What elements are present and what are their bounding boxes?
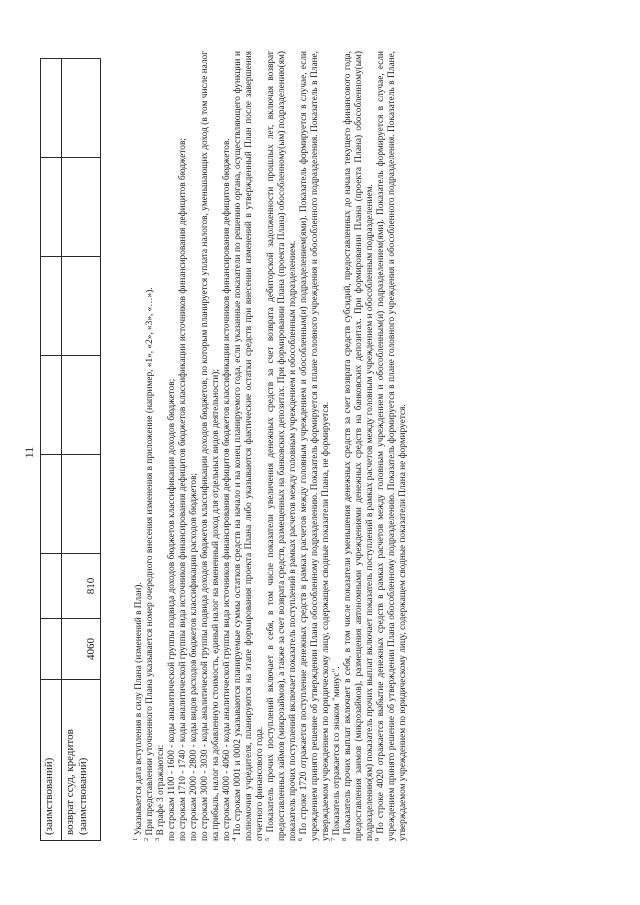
footnote bbox=[230, 51, 266, 841]
footnote-text: При представлении уточненного Плана указывается номер очередного внесения изменения в приложение (например, «1», «2», «3», «…»). bbox=[145, 287, 155, 836]
table-cell bbox=[62, 257, 101, 356]
footnote-text: Указывается дата вступления в силу Плана (изменений в План). bbox=[134, 582, 144, 836]
footnote-mark: 5 bbox=[263, 837, 271, 841]
footnote-text: В графе 3 отражаются: bbox=[156, 744, 166, 836]
row-label: (заимствований) bbox=[41, 680, 62, 841]
footnote-mark: 3 bbox=[153, 837, 161, 841]
table-cell bbox=[62, 356, 101, 455]
footnote-text: по строкам 1710 - 1740 - коды аналитической группы вида источников финансирования дефицитов бюджетов классификации источников финансирования дефицитов бюджетов; bbox=[178, 138, 188, 841]
footnote bbox=[222, 51, 233, 841]
footnote-text: По строкам 0001 и 0002 указываются планируемые суммы остатков средств на начало и на конец планируемого года, если указанные показатели по решению органа, осуществляющего функции и полномочия учредителя, планируются на этапе формирования проекта Плана либо указываются фактические остатки средств при внесении изменений в утвержденный План после завершения отчетного финансового года. bbox=[233, 51, 265, 841]
footnote-mark: 1 bbox=[131, 837, 139, 841]
table-cell bbox=[62, 158, 101, 257]
row-code bbox=[41, 619, 62, 680]
table-row bbox=[41, 59, 62, 841]
plan-table-fragment bbox=[40, 58, 101, 841]
footnote bbox=[296, 51, 332, 841]
footnote bbox=[263, 51, 299, 841]
table-cell bbox=[41, 158, 62, 257]
footnote-mark: 6 bbox=[296, 837, 304, 841]
footnote-text: Показатель прочих выплат включает в себя, в том числе показатели уменьшения денежных средств за счет возврата средств субсидий, предоставленных до начала текущего финансового года, предоставления заимов (микрозаймов), размещения автономными учреждениями денежных средств на банковских депозитах. При формировании Плана (проекта Плана) обособленному(ым) подразделению(ям) показатель прочих выплат включает показатель поступлений в рамках расчетов между головным учреждением и обособленным подразделением. bbox=[343, 51, 375, 841]
footnote bbox=[200, 51, 222, 841]
footnote bbox=[131, 51, 145, 841]
row-col3 bbox=[41, 554, 62, 619]
footnote-text: по строкам 3000 - 3030 - коды аналитической группы подвида доходов бюджетов классификации доходов бюджетов, по которым планируется уплата налогов, уменьшающих доход (в том числе налог на прибыль, налог на добавленную стоимость, единый налог на вмененный доход для отдельных видов деятельности); bbox=[200, 51, 221, 841]
footnote-text: По строке 4020 отражается выбытие денежных средств в рамках расчетов между головным учреждением и обособленным(и) подразделением(ями). Показатель формируется в случае, если учреждением принято решение об утверждении Плана обособленному подразделению. Показатель формируется в плане головного учреждения и обособленного подразделения. Показатель в Плане, утверждаемом учреждением по юридическому лицу, содержащем сводные показатели Плана не формируется. bbox=[376, 51, 408, 841]
footnote-mark: 2 bbox=[142, 837, 150, 841]
footnote-text: по строкам 4000 - 4060 - коды аналитической группы вида источников финансирования дефицитов бюджетов классификации источников финансирования дефицитов бюджетов. bbox=[222, 138, 232, 841]
row-code: 4060 bbox=[62, 619, 101, 680]
footnotes bbox=[131, 51, 409, 841]
footnote bbox=[167, 51, 178, 841]
footnote-mark: 7 bbox=[329, 837, 337, 841]
page-number: 11 bbox=[22, 446, 36, 459]
footnote-mark: 4 bbox=[230, 837, 238, 841]
table-cell bbox=[41, 455, 62, 554]
table-cell bbox=[41, 356, 62, 455]
footnote bbox=[142, 51, 156, 841]
footnote bbox=[178, 51, 189, 841]
footnote-text: по строкам 1100 - 1600 - коды аналитической группы подвида доходов бюджетов классификации доходов бюджетов; bbox=[167, 378, 177, 841]
footnote bbox=[373, 51, 409, 841]
table-cell bbox=[62, 455, 101, 554]
footnote bbox=[329, 51, 343, 841]
table-row bbox=[62, 59, 101, 841]
row-label: возврат ссуд, кредитов (заимствований) bbox=[62, 680, 101, 841]
footnote bbox=[340, 51, 376, 841]
table-cell bbox=[41, 59, 62, 158]
footnote-text: Показатель отражается со знаком "минус". bbox=[332, 666, 342, 836]
footnote-text: Показатель прочих поступлений включает в себя, в том числе показатели увеличения денежных средств за счет возврата дебиторской задолженности прошлых лет, включая возврат предоставленных займов (микрозаймов), а также за счет возврата средств, размещенных на банковских депозитах. При формировании Плана (проекта Плана) обособленному(ым) подразделению(ям) показатель прочих поступлений включает показатель поступлений в рамках расчетов между головным учреждением и обособленным подразделением. bbox=[266, 51, 298, 841]
footnote bbox=[189, 51, 200, 841]
footnote-text: по строкам 2000 - 2800 - коды видов расходов бюджетов классификации расходов бюджетов; bbox=[189, 472, 199, 841]
table-cell bbox=[41, 257, 62, 356]
table-cell bbox=[62, 59, 101, 158]
footnote-mark: 9 bbox=[373, 837, 381, 841]
footnote bbox=[153, 51, 167, 841]
row-col3: 810 bbox=[62, 554, 101, 619]
footnote-mark: 8 bbox=[340, 837, 348, 841]
footnote-text: По строке 1720 отражается поступление денежных средств в рамках расчетов между головным учреждением и обособленным(и) подразделением(ями). Показатель формируется в случае, если учреждением принято решение об утверждении Плана обособленному подразделению. Показатель формируется в плане головного учреждения и обособленного подразделения. Показатель в Плане, утверждаемом учреждением по юридическому лицу, содержащем сводные показатели Плана, не формируется. bbox=[299, 51, 331, 841]
